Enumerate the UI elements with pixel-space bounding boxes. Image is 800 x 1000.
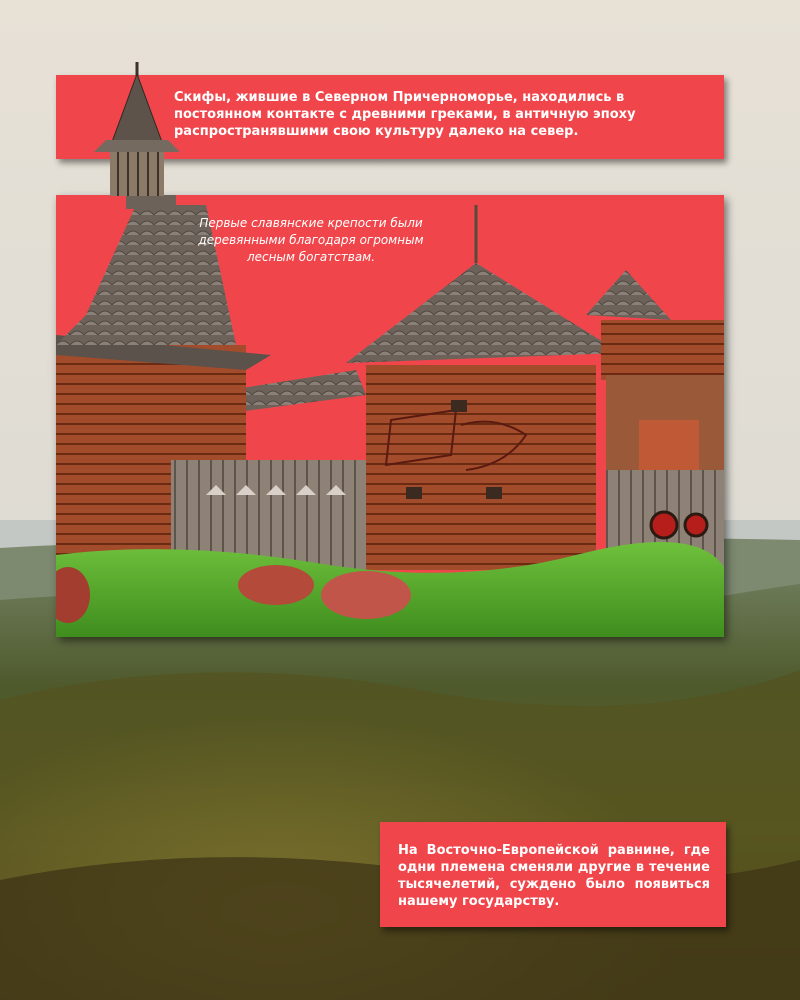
photo-caption: Первые славянские крепости были деревянными благодаря огромным лесным богатствам.	[198, 216, 424, 264]
conclusion-text: На Восточно-Европейской равнине, где одни племена сменяли другие в течение тысячелетий, суждено было появиться нашему государству.	[398, 843, 710, 909]
conclusion-text-panel	[380, 822, 726, 927]
wooden-fortress-photo	[56, 195, 724, 637]
intro-text: Скифы, жившие в Северном Причерноморье, находились в постоянном контакте с древними греками, в античную эпоху распространявшими свою культуру далеко на север.	[174, 90, 636, 139]
intro-text-panel	[56, 75, 724, 159]
